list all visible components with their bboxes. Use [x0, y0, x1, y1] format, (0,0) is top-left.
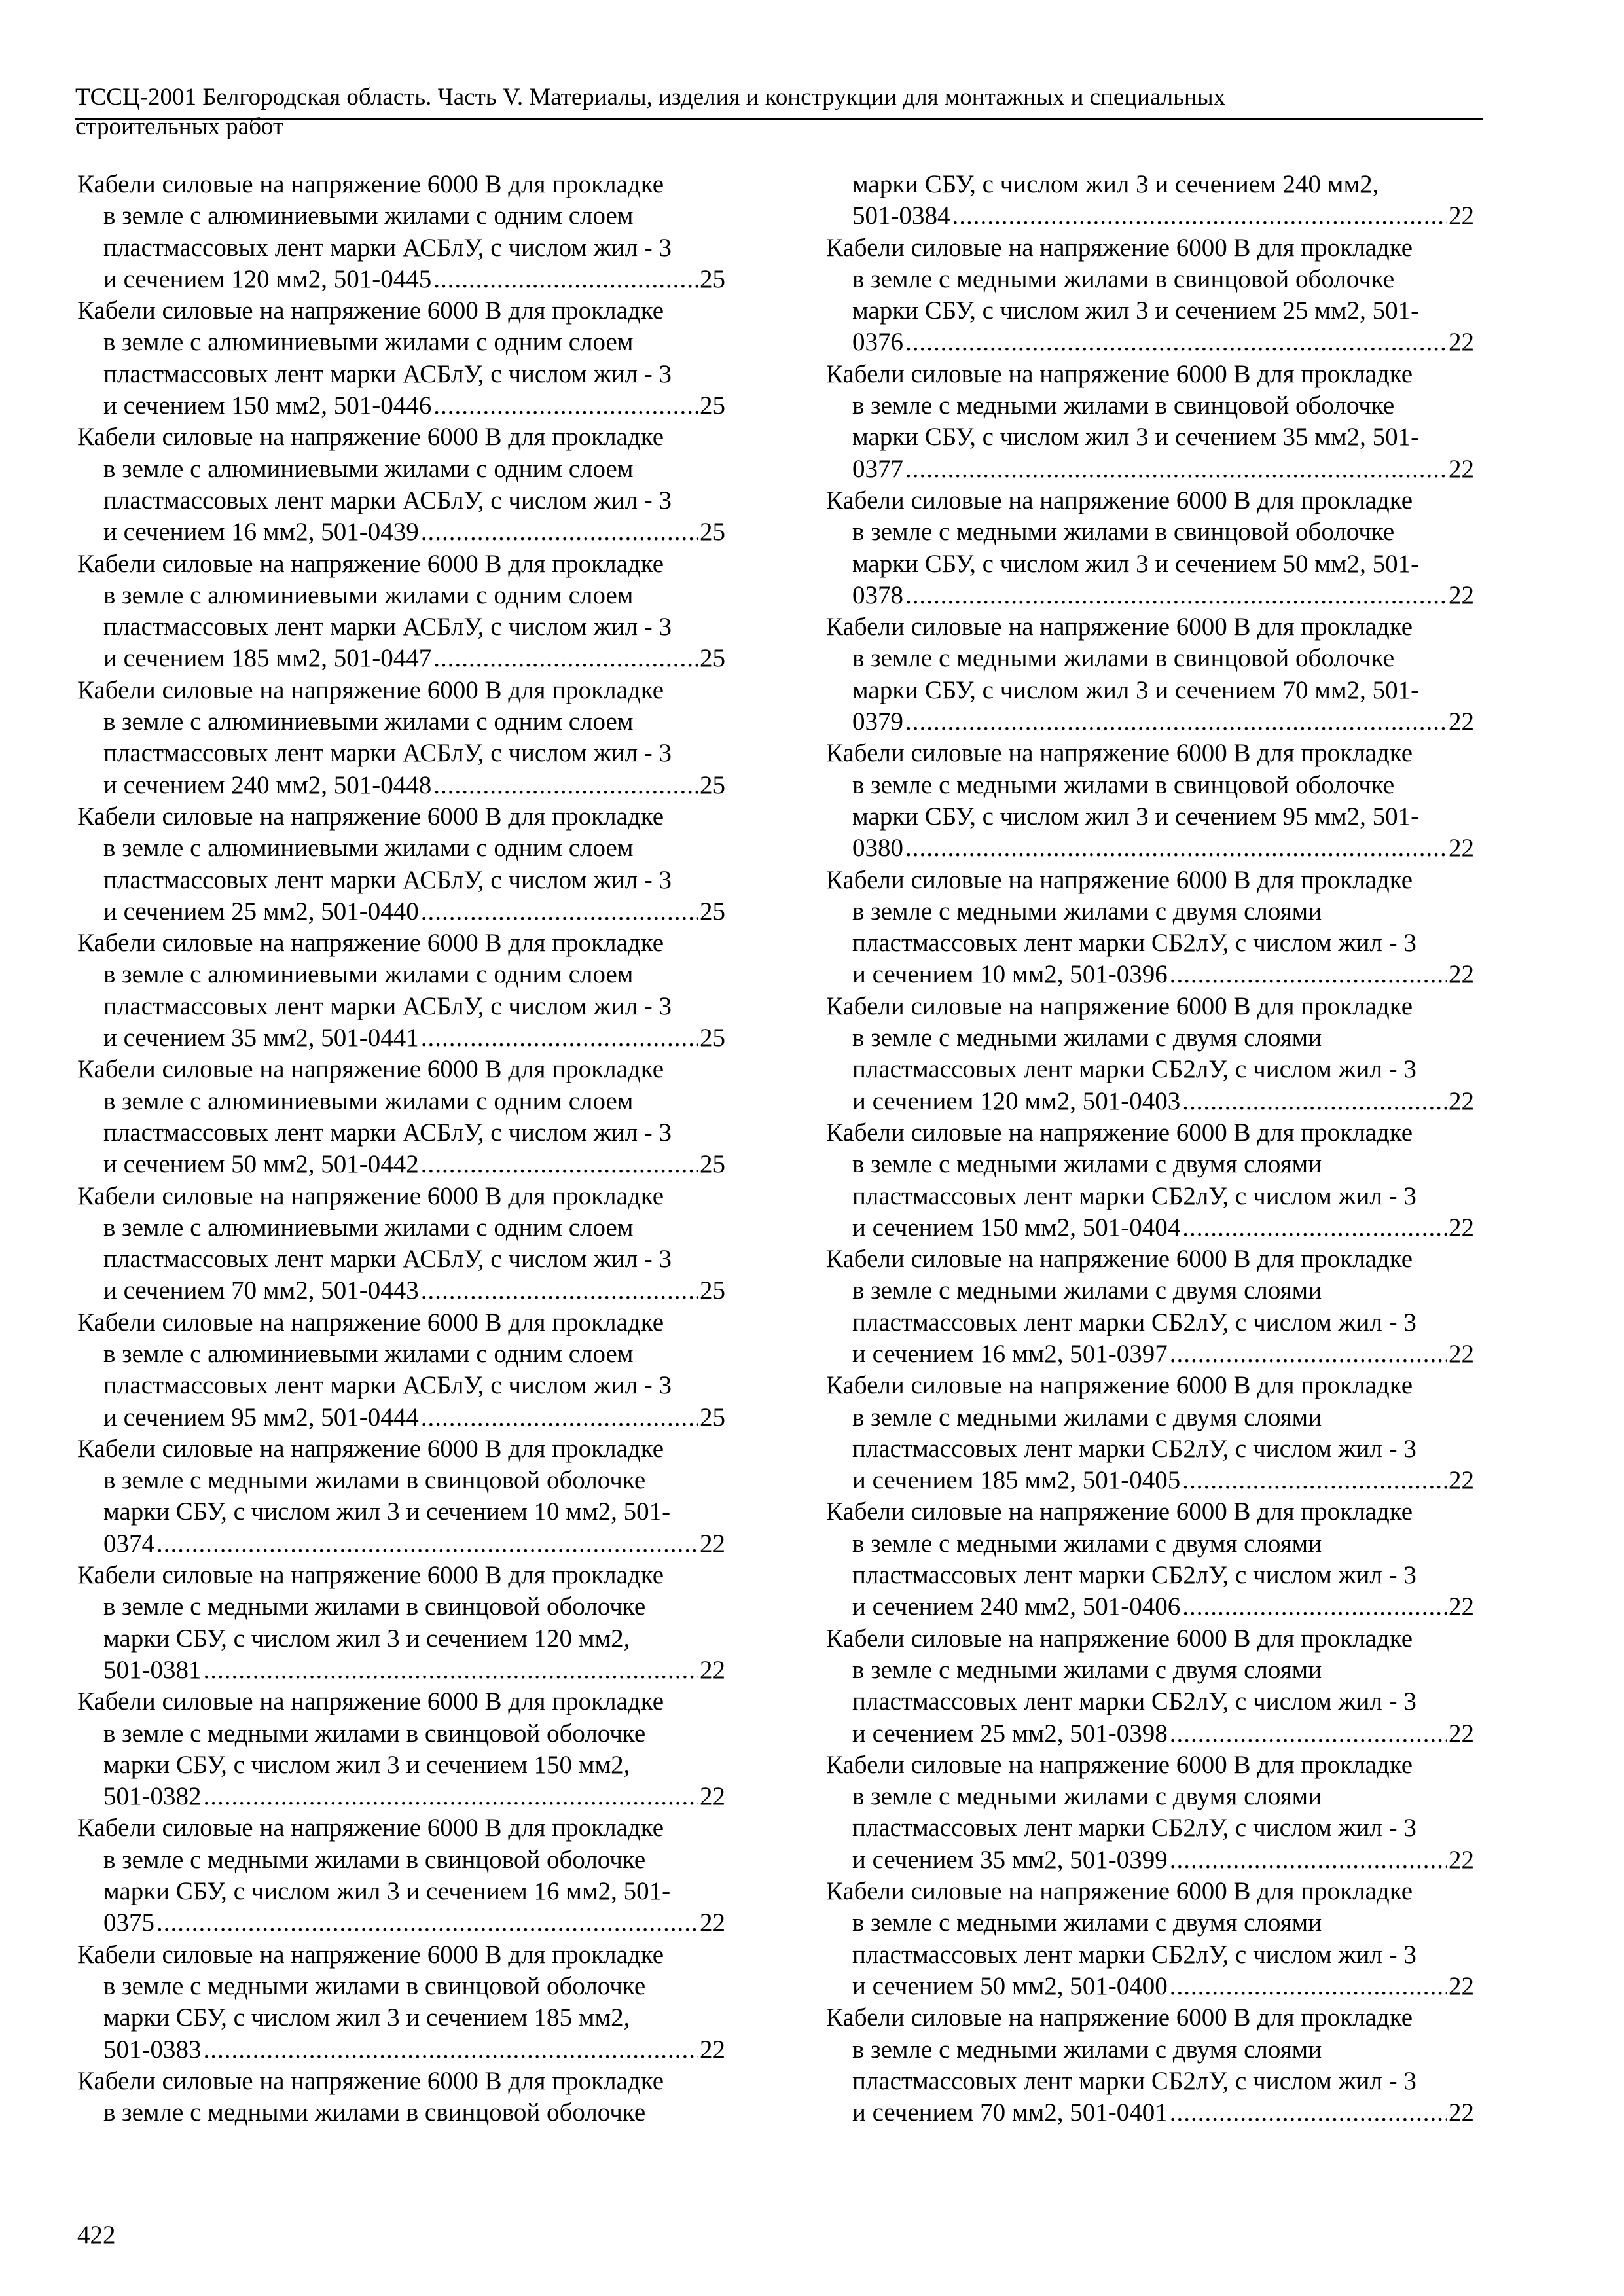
index-entry [826, 232, 1474, 359]
index-entry-last-line [77, 1275, 725, 1306]
index-entry [77, 548, 725, 675]
index-entry [826, 1244, 1474, 1370]
index-entry-text: в земле с медными жилами с двумя слоями [852, 1655, 1322, 1684]
index-entry [826, 169, 1474, 232]
dot-leader [1170, 2097, 1447, 2128]
index-entry-text: в земле с медными жилами в свинцовой оболочке [852, 644, 1395, 673]
index-entry-text: пластмассовых лент марки АСБлУ, с числом жил - 3 [103, 739, 672, 768]
index-entry [77, 2066, 725, 2129]
index-entry-last-line [826, 1086, 1474, 1117]
index-entry-text: и сечением 240 мм2, 501-0406 [852, 1592, 1181, 1621]
index-entry-text: 501-0384 [852, 202, 950, 230]
index-entry-last-line [826, 706, 1474, 738]
index-entry-text: и сечением 185 мм2, 501-0405 [852, 1466, 1181, 1495]
index-entry-last-line [77, 1781, 725, 1812]
index-entry [77, 1939, 725, 2066]
index-entry-last-line [77, 390, 725, 422]
index-entry-text: в земле с алюминиевыми жилами с одним слоем [103, 708, 634, 736]
dot-leader [1170, 1844, 1447, 1876]
index-entry-text: 501-0382 [103, 1782, 202, 1811]
index-entry [77, 1181, 725, 1307]
index-entry-last-line [77, 1528, 725, 1560]
index-entry-page-ref: 22 [1449, 2098, 1474, 2127]
index-entry [77, 422, 725, 548]
index-entry-text: в земле с алюминиевыми жилами с одним слоем [103, 581, 634, 609]
index-entry-last-line [77, 1149, 725, 1180]
index-entry-text: пластмассовых лент марки АСБлУ, с числом жил - 3 [103, 992, 672, 1020]
index-entry [826, 485, 1474, 611]
index-entry-text: марки СБУ, с числом жил 3 и сечением 16 мм2, 501- [103, 1877, 671, 1906]
index-entry-text: и сечением 120 мм2, 501-0445 [103, 264, 432, 293]
index-entry-text: в земле с алюминиевыми жилами с одним слоем [103, 1086, 634, 1115]
index-entry-text: Кабели силовые на напряжение 6000 В для прокладке [826, 739, 1413, 768]
index-entry-text: в земле с медными жилами в свинцовой оболочке [103, 1971, 646, 2000]
dot-leader [1170, 1338, 1447, 1370]
dot-leader [204, 1655, 698, 1686]
index-entry-text: в земле с медными жилами с двумя слоями [852, 2035, 1322, 2064]
index-entry [77, 1307, 725, 1433]
index-entry-text: 0374 [103, 1529, 154, 1558]
dot-leader [433, 390, 698, 422]
index-entry-text: пластмассовых лент марки АСБлУ, с числом жил - 3 [103, 613, 672, 641]
index-entry-text: 501-0383 [103, 2035, 202, 2064]
index-entry [77, 801, 725, 927]
index-entry-text: и сечением 50 мм2, 501-0442 [103, 1150, 419, 1179]
index-entry [77, 169, 725, 295]
index-entry-text: и сечением 150 мм2, 501-0404 [852, 1213, 1181, 1242]
index-entry-text: марки СБУ, с числом жил 3 и сечением 35 мм2, 501- [852, 423, 1420, 452]
index-entry-text: пластмассовых лент марки АСБлУ, с числом жил - 3 [103, 1371, 672, 1400]
index-entry-text: 0375 [103, 1909, 154, 1937]
index-entry-text: марки СБУ, с числом жил 3 и сечением 240 мм2, [852, 170, 1379, 198]
dot-leader [1170, 1971, 1447, 2002]
index-entry-text: и сечением 150 мм2, 501-0446 [103, 391, 432, 420]
index-entry-text: в земле с медными жилами в свинцовой оболочке [103, 1719, 646, 1748]
index-entry-text: Кабели силовые на напряжение 6000 В для прокладке [826, 1877, 1413, 1906]
index-entry-last-line [826, 1591, 1474, 1623]
index-entry-page-ref: 22 [1449, 1213, 1474, 1242]
index-entry-last-line [77, 896, 725, 927]
index-entry-page-ref: 22 [1449, 454, 1474, 483]
dot-leader [905, 454, 1447, 485]
index-entry-last-line [826, 1212, 1474, 1244]
index-entry-text: Кабели силовые на напряжение 6000 В для прокладке [826, 865, 1413, 894]
index-entry [826, 1623, 1474, 1749]
index-entry-text: Кабели силовые на напряжение 6000 В для прокладке [77, 1814, 664, 1842]
index-entry-last-line [77, 2034, 725, 2066]
index-entry-last-line [826, 1338, 1474, 1370]
index-entry-text: пластмассовых лент марки СБ2лУ, с числом жил - 3 [852, 1308, 1416, 1336]
index-entry-page-ref: 22 [1449, 581, 1474, 609]
header-rule [75, 118, 1483, 120]
dot-leader [905, 706, 1447, 738]
index-entry-text: в земле с медными жилами в свинцовой оболочке [103, 1845, 646, 1874]
index-entry-text: Кабели силовые на напряжение 6000 В для прокладке [826, 1624, 1413, 1653]
index-entry-text: Кабели силовые на напряжение 6000 В для прокладке [826, 1371, 1413, 1400]
index-entry-text: и сечением 120 мм2, 501-0403 [852, 1086, 1181, 1115]
index-entry-text: Кабели силовые на напряжение 6000 В для прокладке [77, 802, 664, 831]
dot-leader [1182, 1086, 1447, 1117]
dot-leader [421, 1022, 698, 1054]
index-entry [826, 1876, 1474, 2002]
index-entry-text: 501-0381 [103, 1655, 202, 1684]
index-entry-text: Кабели силовые на напряжение 6000 В для прокладке [77, 170, 664, 198]
index-entry-text: в земле с медными жилами с двумя слоями [852, 1276, 1322, 1305]
index-entry-page-ref: 22 [700, 1655, 725, 1684]
index-entry-text: Кабели силовые на напряжение 6000 В для прокладке [826, 1245, 1413, 1274]
index-entry-text: Кабели силовые на напряжение 6000 В для прокладке [77, 423, 664, 452]
running-header [75, 82, 1483, 141]
index-entry-text: пластмассовых лент марки АСБлУ, с числом жил - 3 [103, 1118, 672, 1147]
index-entry-text: Кабели силовые на напряжение 6000 В для прокладке [77, 929, 664, 958]
index-entry-text: и сечением 50 мм2, 501-0400 [852, 1971, 1168, 2000]
index-entry-text: марки СБУ, с числом жил 3 и сечением 25 мм2, 501- [852, 296, 1420, 325]
index-entry-last-line [826, 580, 1474, 611]
index-entry-text: 0379 [852, 708, 903, 736]
index-entry-text: марки СБУ, с числом жил 3 и сечением 120 мм2, [103, 1624, 630, 1653]
index-entry-text: в земле с медными жилами в свинцовой оболочке [852, 391, 1395, 420]
index-entry-text: пластмассовых лент марки АСБлУ, с числом жил - 3 [103, 865, 672, 894]
index-entry-last-line [77, 264, 725, 295]
index-entry-page-ref: 25 [700, 1024, 725, 1052]
index-entry-text: Кабели силовые на напряжение 6000 В для прокладке [77, 1940, 664, 1969]
index-entry [77, 927, 725, 1054]
index-entry-text: и сечением 16 мм2, 501-0439 [103, 518, 419, 547]
dot-leader [1170, 1718, 1447, 1749]
index-entry-last-line [77, 1402, 725, 1433]
index-entry-text: Кабели силовые на напряжение 6000 В для прокладке [77, 2066, 664, 2095]
index-entry [77, 1433, 725, 1560]
index-entry-text: в земле с алюминиевыми жилами с одним слоем [103, 1213, 634, 1242]
index-entry-last-line [826, 1718, 1474, 1749]
index-entry-last-line [826, 454, 1474, 485]
index-entry-page-ref: 22 [1449, 1466, 1474, 1495]
index-entry-page-ref: 25 [700, 897, 725, 925]
index-entry-last-line [826, 2097, 1474, 2128]
index-entry-last-line [77, 1022, 725, 1054]
index-entry-text: Кабели силовые на напряжение 6000 В для прокладке [826, 359, 1413, 388]
index-entry-text: в земле с медными жилами с двумя слоями [852, 1403, 1322, 1431]
index-entry-page-ref: 22 [700, 1782, 725, 1811]
index-entry-text: марки СБУ, с числом жил 3 и сечением 50 мм2, 501- [852, 549, 1420, 578]
index-entry-page-ref: 22 [1449, 834, 1474, 863]
dot-leader [421, 516, 698, 548]
index-entry-text: и сечением 95 мм2, 501-0444 [103, 1403, 419, 1431]
dot-leader [204, 2034, 698, 2066]
index-entry-last-line [826, 1971, 1474, 2002]
index-entry [77, 1812, 725, 1939]
index-entry-text: в земле с алюминиевыми жилами с одним слоем [103, 834, 634, 863]
index-entry [77, 1054, 725, 1180]
index-entry-text: Кабели силовые на напряжение 6000 В для прокладке [77, 296, 664, 325]
index-entry-text: Кабели силовые на напряжение 6000 В для прокладке [826, 2003, 1413, 2032]
index-entry [826, 1749, 1474, 1876]
index-entry-text: Кабели силовые на напряжение 6000 В для прокладке [77, 1055, 664, 1084]
index-entry-last-line [77, 1655, 725, 1686]
index-entry-text: 0376 [852, 328, 903, 357]
dot-leader [433, 770, 698, 801]
index-entry-text: и сечением 25 мм2, 501-0398 [852, 1719, 1168, 1748]
index-entry-text: пластмассовых лент марки СБ2лУ, с числом жил - 3 [852, 1561, 1416, 1590]
header-title-line-2: строительных работ [75, 113, 284, 140]
index-entry-text: Кабели силовые на напряжение 6000 В для прокладке [77, 1308, 664, 1336]
index-entry [826, 611, 1474, 738]
index-entry-text: и сечением 240 мм2, 501-0448 [103, 770, 432, 799]
index-entry-text: в земле с алюминиевыми жилами с одним слоем [103, 960, 634, 989]
index-entry-text: в земле с медными жилами с двумя слоями [852, 1024, 1322, 1052]
index-entry [826, 359, 1474, 485]
index-entry-text: в земле с медными жилами с двумя слоями [852, 897, 1322, 925]
index-entry-text: и сечением 70 мм2, 501-0401 [852, 2098, 1168, 2127]
index-entry-page-ref: 25 [700, 770, 725, 799]
index-entry-text: 0378 [852, 581, 903, 609]
index-entry-page-ref: 25 [700, 1150, 725, 1179]
index-entry-text: пластмассовых лент марки СБ2лУ, с числом жил - 3 [852, 1687, 1416, 1716]
index-entry [77, 1686, 725, 1812]
index-entry-text: марки СБУ, с числом жил 3 и сечением 95 мм2, 501- [852, 802, 1420, 831]
index-entry-text: и сечением 185 мм2, 501-0447 [103, 644, 432, 673]
index-entry [826, 738, 1474, 864]
index-entry-last-line [826, 327, 1474, 358]
dot-leader [1182, 1465, 1447, 1496]
index-entry-text: в земле с медными жилами в свинцовой оболочке [103, 1592, 646, 1621]
index-entry-page-ref: 22 [700, 2035, 725, 2064]
index-entry [826, 991, 1474, 1117]
index-entry-last-line [826, 200, 1474, 232]
dot-leader [156, 1907, 698, 1939]
index-entry-last-line [77, 770, 725, 801]
index-entry-page-ref: 22 [700, 1529, 725, 1558]
dot-leader [421, 1402, 698, 1433]
index-entry-text: в земле с медными жилами с двумя слоями [852, 1150, 1322, 1179]
index-entry-page-ref: 25 [700, 391, 725, 420]
index-entry-text: Кабели силовые на напряжение 6000 В для прокладке [77, 1181, 664, 1210]
index-entry-page-ref: 22 [1449, 960, 1474, 989]
index-entry-text: в земле с медными жилами в свинцовой оболочке [103, 2098, 646, 2127]
index-entry-text: пластмассовых лент марки СБ2лУ, с числом жил - 3 [852, 2066, 1416, 2095]
dot-leader [905, 833, 1447, 864]
index-entry-text: Кабели силовые на напряжение 6000 В для прокладке [826, 992, 1413, 1020]
index-entry-text: в земле с алюминиевыми жилами с одним слоем [103, 1339, 634, 1368]
index-entry-text: Кабели силовые на напряжение 6000 В для прокладке [826, 1750, 1413, 1779]
dot-leader [1170, 959, 1447, 990]
index-entry-page-ref: 25 [700, 518, 725, 547]
index-entry-text: пластмассовых лент марки АСБлУ, с числом жил - 3 [103, 1245, 672, 1274]
index-entry-last-line [826, 833, 1474, 864]
index-entry [826, 865, 1474, 991]
index-column-right [826, 169, 1474, 2128]
dot-leader [1182, 1591, 1447, 1623]
index-entry-text: марки СБУ, с числом жил 3 и сечением 185 мм2, [103, 2003, 630, 2032]
index-entry-text: в земле с медными жилами с двумя слоями [852, 1782, 1322, 1811]
dot-leader [421, 896, 698, 927]
index-entry-page-ref: 22 [1449, 1971, 1474, 2000]
dot-leader [952, 200, 1447, 232]
page-number: 422 [77, 2221, 116, 2249]
index-entry-page-ref: 22 [700, 1909, 725, 1937]
dot-leader [905, 580, 1447, 611]
dot-leader [156, 1528, 698, 1560]
index-entry-text: Кабели силовые на напряжение 6000 В для прокладке [77, 675, 664, 704]
index-entry-page-ref: 22 [1449, 202, 1474, 230]
index-entry-text: и сечением 35 мм2, 501-0399 [852, 1845, 1168, 1874]
index-entry [826, 2002, 1474, 2128]
index-entry-text: и сечением 16 мм2, 501-0397 [852, 1339, 1168, 1368]
index-entry [826, 1370, 1474, 1496]
index-entry-page-ref: 25 [700, 264, 725, 293]
index-entry-last-line [77, 1907, 725, 1939]
index-entry-page-ref: 22 [1449, 708, 1474, 736]
index-entry-page-ref: 22 [1449, 1592, 1474, 1621]
index-entry-text: пластмассовых лент марки СБ2лУ, с числом жил - 3 [852, 1940, 1416, 1969]
index-entry-text: в земле с алюминиевыми жилами с одним слоем [103, 454, 634, 483]
index-entry-text: и сечением 35 мм2, 501-0441 [103, 1024, 419, 1052]
index-entry-text: марки СБУ, с числом жил 3 и сечением 150 мм2, [103, 1750, 630, 1779]
index-entry-text: 0380 [852, 834, 903, 863]
index-entry [77, 1560, 725, 1686]
index-entry-text: Кабели силовые на напряжение 6000 В для прокладке [77, 1434, 664, 1463]
index-entry-text: пластмассовых лент марки СБ2лУ, с числом жил - 3 [852, 1814, 1416, 1842]
index-entry-text: Кабели силовые на напряжение 6000 В для прокладке [77, 1687, 664, 1716]
index-entry [826, 1496, 1474, 1623]
index-entry-page-ref: 22 [1449, 1339, 1474, 1368]
index-entry-page-ref: 25 [700, 1276, 725, 1305]
index-entry [77, 295, 725, 422]
index-entry-text: в земле с медными жилами в свинцовой оболочке [852, 770, 1395, 799]
index-entry-text: Кабели силовые на напряжение 6000 В для прокладке [826, 1498, 1413, 1526]
index-entry-text: Кабели силовые на напряжение 6000 В для прокладке [77, 549, 664, 578]
index-entry-text: в земле с медными жилами в свинцовой оболочке [103, 1466, 646, 1495]
index-entry-page-ref: 22 [1449, 1719, 1474, 1748]
index-entry-text: в земле с медными жилами в свинцовой оболочке [852, 518, 1395, 547]
index-entry-text: 0377 [852, 454, 903, 483]
index-entry-text: Кабели силовые на напряжение 6000 В для прокладке [826, 613, 1413, 641]
dot-leader [421, 1275, 698, 1306]
index-entry-text: Кабели силовые на напряжение 6000 В для прокладке [826, 233, 1413, 262]
index-entry-text: Кабели силовые на напряжение 6000 В для прокладке [826, 1118, 1413, 1147]
dot-leader [433, 643, 698, 674]
index-entry-text: Кабели силовые на напряжение 6000 В для прокладке [826, 486, 1413, 514]
index-entry-last-line [826, 1844, 1474, 1876]
dot-leader [1182, 1212, 1447, 1244]
index-entry-page-ref: 22 [1449, 1845, 1474, 1874]
index-entry [77, 675, 725, 801]
header-title-line-1: ТССЦ-2001 Белгородская область. Часть V. Материалы, изделия и конструкции для монтажных и специальных [75, 84, 1226, 111]
index-entry-text: и сечением 10 мм2, 501-0396 [852, 960, 1168, 989]
dot-leader [421, 1149, 698, 1180]
index-entry-text: пластмассовых лент марки СБ2лУ, с числом жил - 3 [852, 1055, 1416, 1084]
index-entry-text: Кабели силовые на напряжение 6000 В для прокладке [77, 1561, 664, 1590]
index-entry-text: пластмассовых лент марки СБ2лУ, с числом жил - 3 [852, 1434, 1416, 1463]
dot-leader [433, 264, 698, 295]
index-entry-text: пластмассовых лент марки СБ2лУ, с числом жил - 3 [852, 929, 1416, 958]
index-entry-text: в земле с медными жилами в свинцовой оболочке [852, 264, 1395, 293]
index-entry-text: в земле с алюминиевыми жилами с одним слоем [103, 202, 634, 230]
index-entry-last-line [826, 959, 1474, 990]
index-entry-text: пластмассовых лент марки АСБлУ, с числом жил - 3 [103, 359, 672, 388]
index-entry-last-line [77, 516, 725, 548]
dot-leader [905, 327, 1447, 358]
dot-leader [204, 1781, 698, 1812]
index-entry-page-ref: 22 [1449, 1086, 1474, 1115]
index-entry-page-ref: 25 [700, 1403, 725, 1431]
index-entry-text: марки СБУ, с числом жил 3 и сечением 10 мм2, 501- [103, 1498, 671, 1526]
index-entry [826, 1117, 1474, 1244]
index-entry-text: пластмассовых лент марки АСБлУ, с числом жил - 3 [103, 486, 672, 514]
index-entry-text: и сечением 70 мм2, 501-0443 [103, 1276, 419, 1305]
index-entry-last-line [826, 1465, 1474, 1496]
index-entry-text: в земле с медными жилами с двумя слоями [852, 1909, 1322, 1937]
index-entry-last-line [77, 643, 725, 674]
index-entry-text: марки СБУ, с числом жил 3 и сечением 70 мм2, 501- [852, 675, 1420, 704]
index-entry-page-ref: 22 [1449, 328, 1474, 357]
index-entry-text: в земле с алюминиевыми жилами с одним слоем [103, 328, 634, 357]
index-entry-page-ref: 25 [700, 644, 725, 673]
index-entry-text: в земле с медными жилами с двумя слоями [852, 1529, 1322, 1558]
index-entry-text: пластмассовых лент марки СБ2лУ, с числом жил - 3 [852, 1181, 1416, 1210]
index-column-left [77, 169, 725, 2128]
index-entry-text: и сечением 25 мм2, 501-0440 [103, 897, 419, 925]
index-entry-text: пластмассовых лент марки АСБлУ, с числом жил - 3 [103, 233, 672, 262]
